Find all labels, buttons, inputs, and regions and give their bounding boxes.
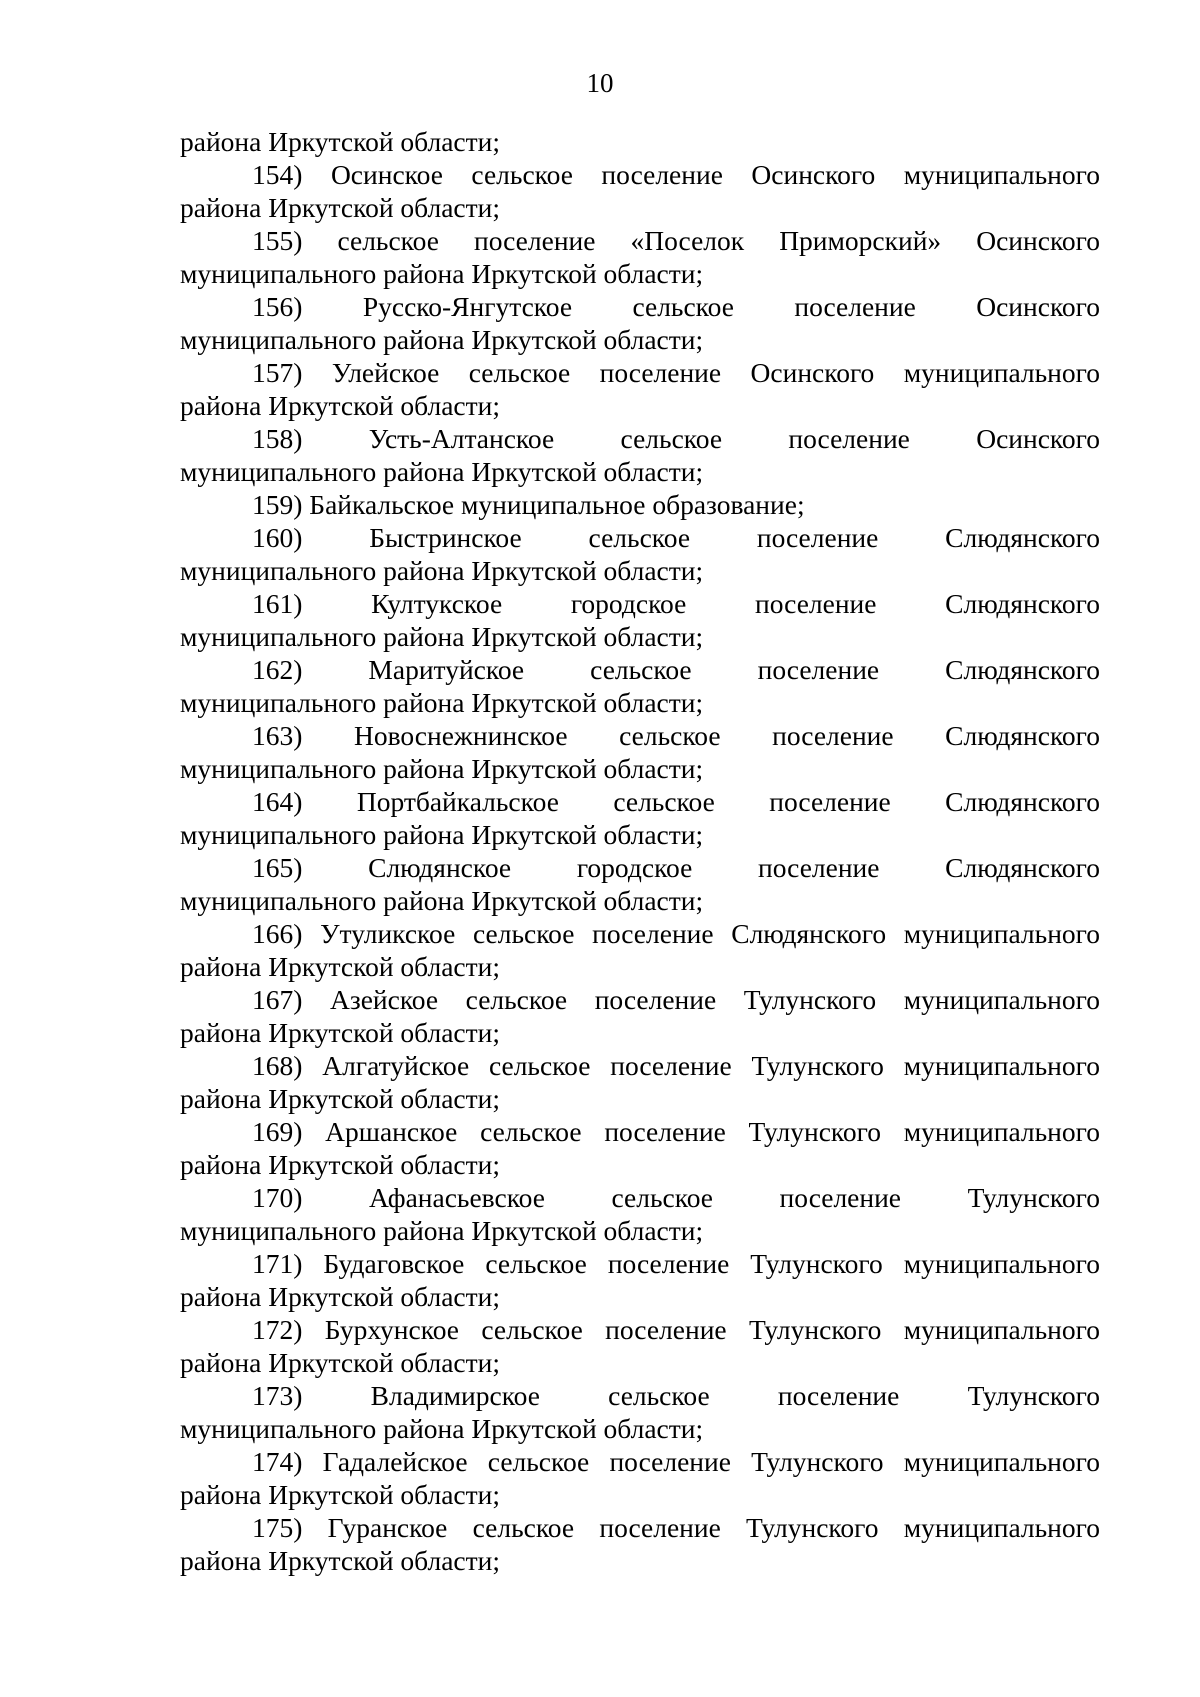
list-item-second-line: муниципального района Иркутской области;	[180, 687, 704, 718]
list-item-second-line: муниципального района Иркутской области;	[180, 258, 704, 289]
list-item-second-line: района Иркутской области;	[180, 1017, 500, 1048]
list-item-first-line: 154) Осинское сельское поселение Осинского муниципального	[252, 159, 1100, 190]
list-item-first-line: 159) Байкальское муниципальное образование;	[252, 489, 805, 520]
list-item-first-line: 156) Русско-Янгутское сельское поселение Осинского	[252, 291, 1100, 322]
list-item-first-line: 163) Новоснежнинское сельское поселение Слюдянского	[252, 720, 1100, 751]
list-item-second-line: района Иркутской области;	[180, 1545, 500, 1576]
list-item-second-line: района Иркутской области;	[180, 192, 500, 223]
list-item-first-line: 161) Култукское городское поселение Слюдянского	[252, 588, 1100, 619]
list-item-first-line: 167) Азейское сельское поселение Тулунского муниципального	[252, 984, 1100, 1015]
list-item	[180, 1445, 1100, 1511]
list-item-first-line: 170) Афанасьевское сельское поселение Тулунского	[252, 1182, 1100, 1213]
list-item	[180, 224, 1100, 290]
list-item-second-line: муниципального района Иркутской области;	[180, 885, 704, 916]
list-item	[180, 1379, 1100, 1445]
list-item	[180, 1115, 1100, 1181]
list-item	[180, 719, 1100, 785]
list-item	[180, 1511, 1100, 1577]
list-item-first-line: 168) Алгатуйское сельское поселение Тулунского муниципального	[252, 1050, 1100, 1081]
list-item-second-line: района Иркутской области;	[180, 390, 500, 421]
list-item	[180, 290, 1100, 356]
settlement-list	[180, 125, 1100, 1577]
list-item-first-line: 175) Гуранское сельское поселение Тулунского муниципального	[252, 1512, 1100, 1543]
list-item	[180, 1247, 1100, 1313]
list-item-second-line: района Иркутской области;	[180, 1281, 500, 1312]
list-item-second-line: района Иркутской области;	[180, 951, 500, 982]
list-item-first-line: 157) Улейское сельское поселение Осинского муниципального	[252, 357, 1100, 388]
lead-line: района Иркутской области;	[180, 126, 500, 157]
list-item	[180, 1049, 1100, 1115]
list-item	[180, 488, 1100, 521]
list-item-second-line: муниципального района Иркутской области;	[180, 456, 704, 487]
list-item-first-line: 165) Слюдянское городское поселение Слюдянского	[252, 852, 1100, 883]
list-item	[180, 521, 1100, 587]
list-item-first-line: 169) Аршанское сельское поселение Тулунского муниципального	[252, 1116, 1100, 1147]
list-item	[180, 1181, 1100, 1247]
page-number: 10	[586, 68, 614, 98]
list-item	[180, 422, 1100, 488]
list-item-first-line: 166) Утуликское сельское поселение Слюдянского муниципального	[252, 918, 1100, 949]
list-item	[180, 356, 1100, 422]
list-item	[180, 917, 1100, 983]
list-item	[180, 785, 1100, 851]
list-item	[180, 1313, 1100, 1379]
list-item-first-line: 173) Владимирское сельское поселение Тулунского	[252, 1380, 1100, 1411]
list-item	[180, 851, 1100, 917]
list-item-first-line: 171) Будаговское сельское поселение Тулунского муниципального	[252, 1248, 1100, 1279]
list-item-first-line: 160) Быстринское сельское поселение Слюдянского	[252, 522, 1100, 553]
list-item-second-line: муниципального района Иркутской области;	[180, 819, 704, 850]
list-item-second-line: муниципального района Иркутской области;	[180, 621, 704, 652]
list-item	[180, 158, 1100, 224]
list-item-second-line: района Иркутской области;	[180, 1149, 500, 1180]
list-item-second-line: муниципального района Иркутской области;	[180, 1413, 704, 1444]
list-item-second-line: муниципального района Иркутской области;	[180, 324, 704, 355]
list-item-second-line: муниципального района Иркутской области;	[180, 555, 704, 586]
list-item-first-line: 162) Маритуйское сельское поселение Слюдянского	[252, 654, 1100, 685]
list-item-second-line: района Иркутской области;	[180, 1479, 500, 1510]
list-item	[180, 653, 1100, 719]
list-item-first-line: 164) Портбайкальское сельское поселение Слюдянского	[252, 786, 1100, 817]
list-item-first-line: 174) Гадалейское сельское поселение Тулунского муниципального	[252, 1446, 1100, 1477]
list-item-second-line: района Иркутской области;	[180, 1083, 500, 1114]
list-item-first-line: 158) Усть-Алтанское сельское поселение Осинского	[252, 423, 1100, 454]
list-item	[180, 587, 1100, 653]
list-item-first-line: 155) сельское поселение «Поселок Приморский» Осинского	[252, 225, 1100, 256]
list-item-second-line: муниципального района Иркутской области;	[180, 1215, 704, 1246]
list-item-first-line: 172) Бурхунское сельское поселение Тулунского муниципального	[252, 1314, 1100, 1345]
list-item-second-line: района Иркутской области;	[180, 1347, 500, 1378]
list-item	[180, 983, 1100, 1049]
list-item-second-line: муниципального района Иркутской области;	[180, 753, 704, 784]
